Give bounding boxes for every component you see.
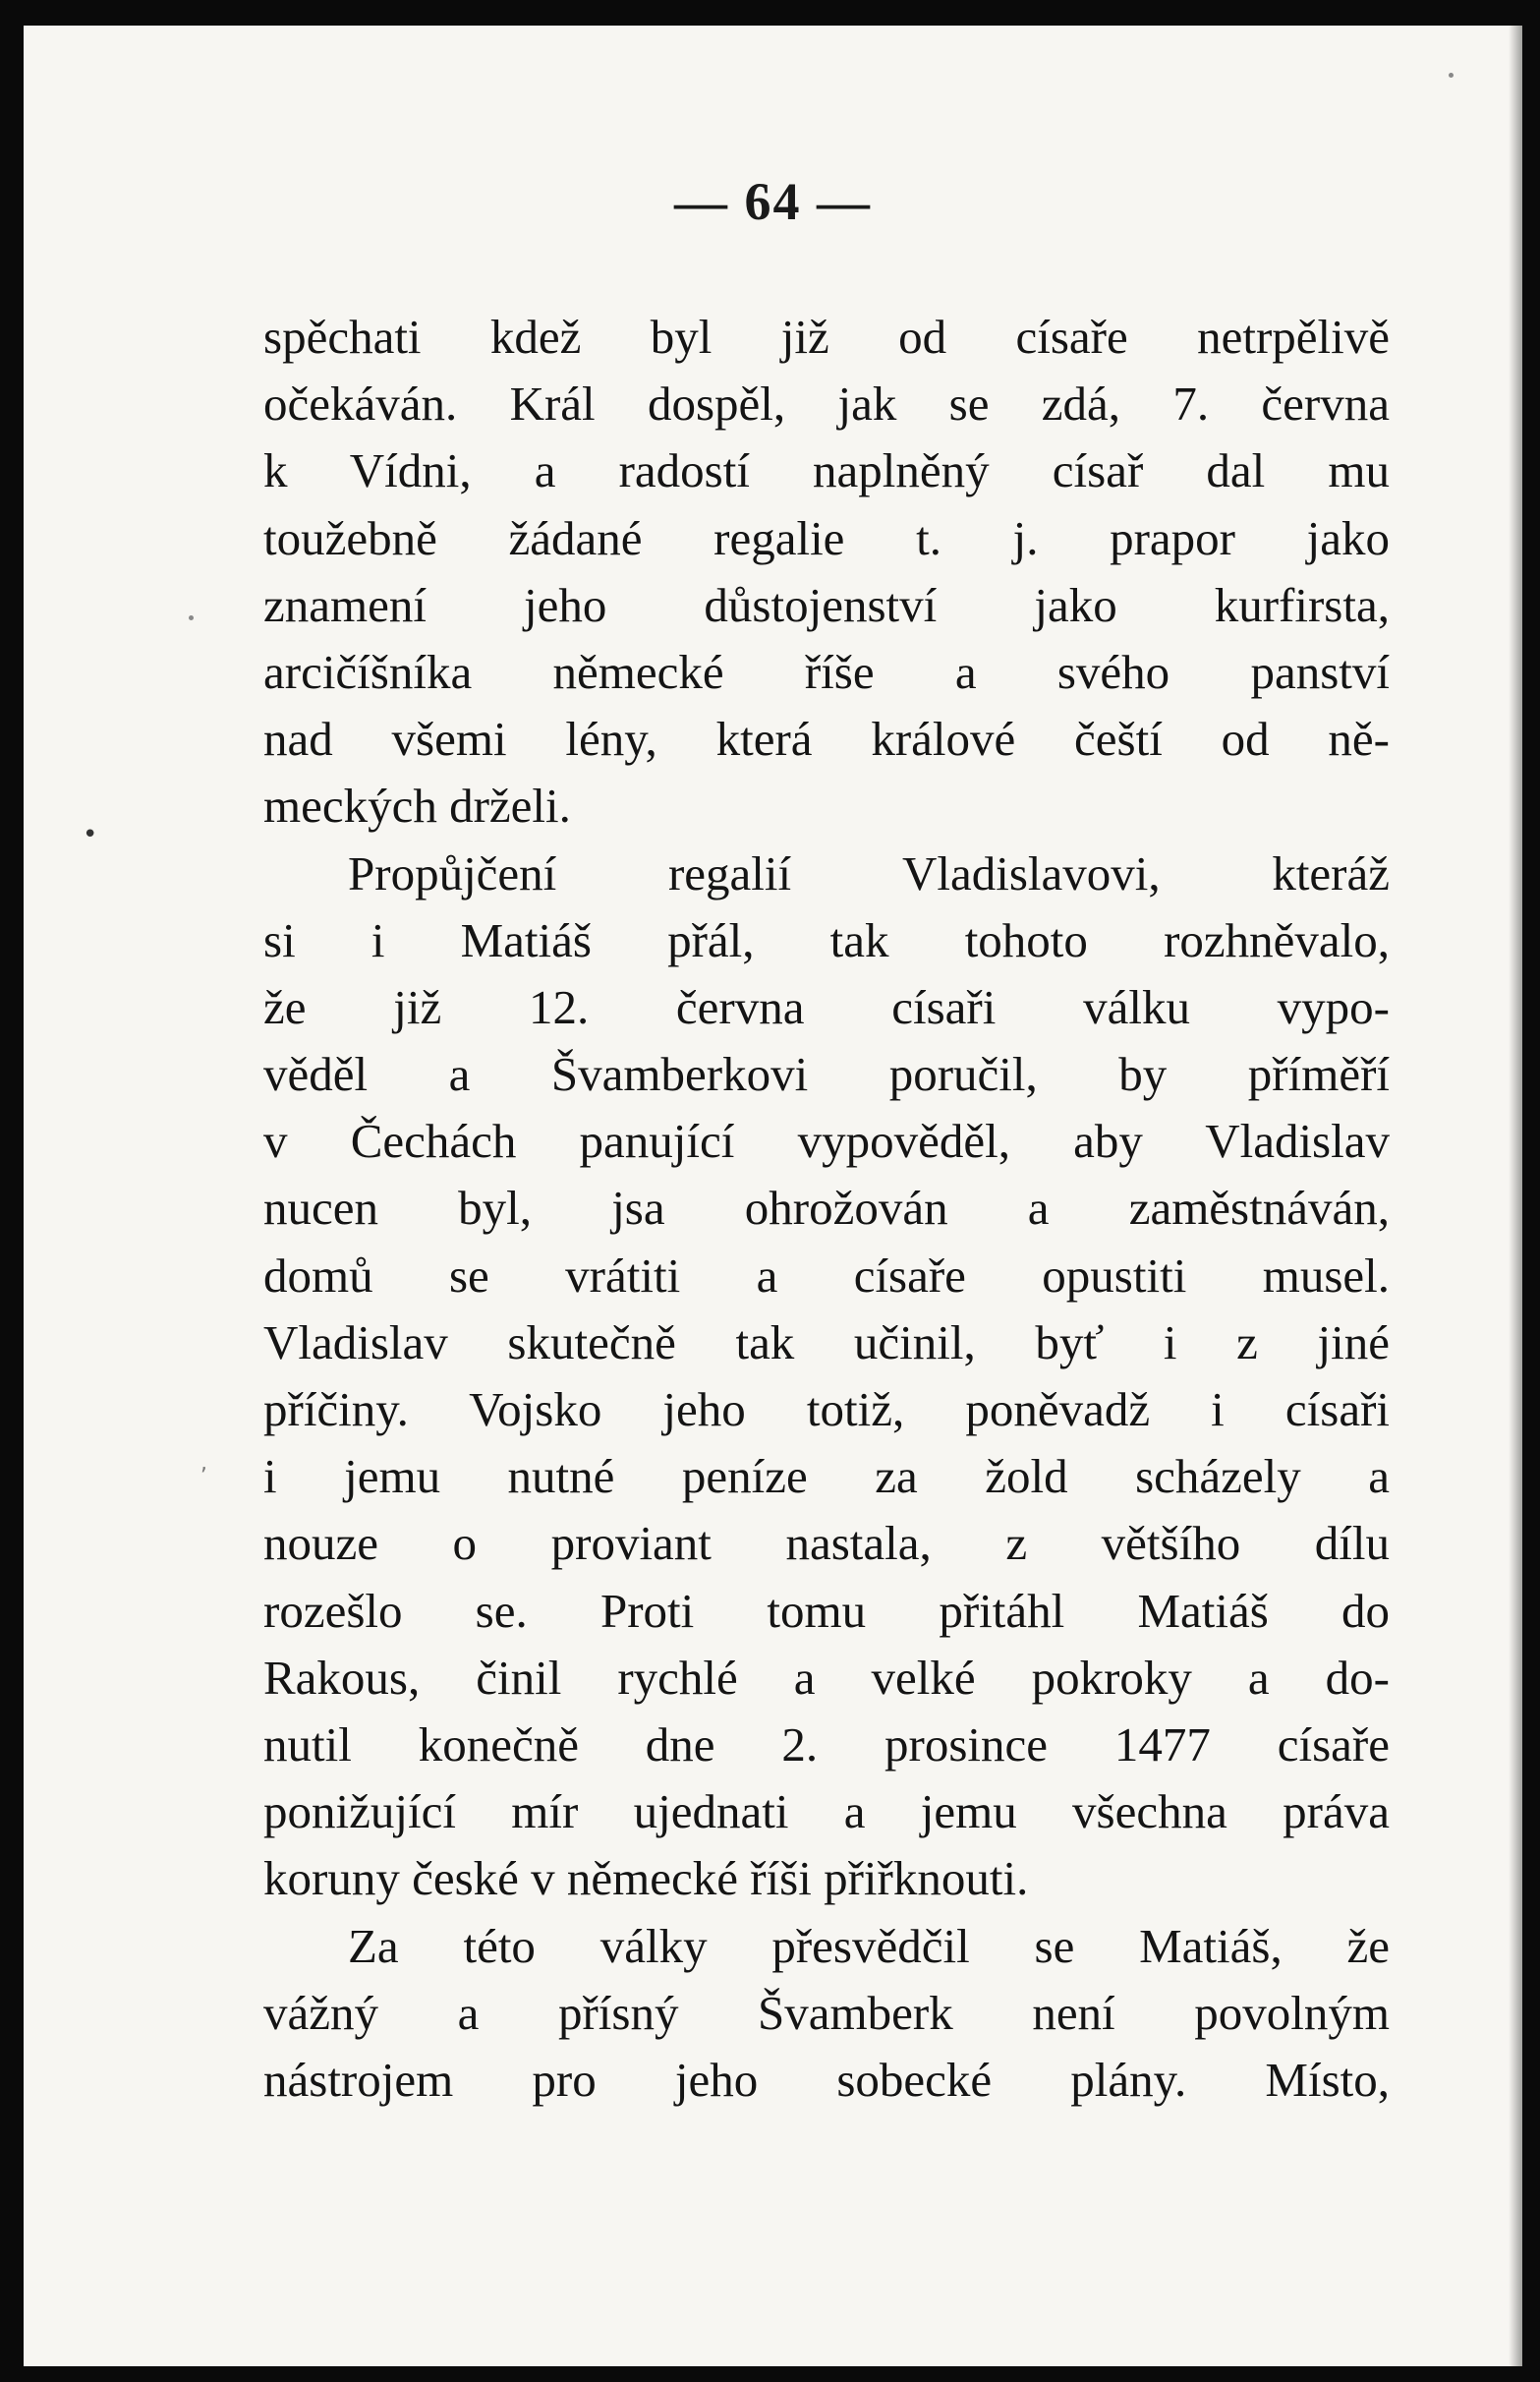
text-line: toužebně žádané regalie t. j. prapor jako <box>263 510 1390 565</box>
page-edge-shadow <box>1509 26 1522 2366</box>
text-line: Za této války přesvědčil se Matiáš, že <box>348 1918 1390 1973</box>
body-text <box>263 304 1390 2114</box>
text-line: rozešlo se. Proti tomu přitáhl Matiáš do <box>263 1583 1390 1638</box>
text-line: nutil konečně dne 2. prosince 1477 císaře <box>263 1716 1390 1772</box>
text-line: Rakous, činil rychlé a velké pokroky a do- <box>263 1650 1390 1705</box>
text-line: nucen byl, jsa ohrožován a zaměstnáván, <box>263 1181 1390 1236</box>
text-line: spěchati kdež byl již od císaře netrpělivě <box>263 310 1390 364</box>
dust-speck <box>189 615 194 620</box>
text-line: znamení jeho důstojenství jako kurfirsta, <box>263 577 1390 632</box>
page-number: — 64 — <box>674 172 872 231</box>
text-line: že již 12. června císaři válku vypo- <box>263 979 1390 1034</box>
text-line: k Vídni, a radostí naplněný císař dal mu <box>263 443 1390 498</box>
margin-speck: • <box>83 820 98 849</box>
text-line: věděl a Švamberkovi poručil, by příměří <box>263 1047 1390 1102</box>
text-line: domů se vrátiti a císaře opustiti musel. <box>263 1248 1390 1303</box>
text-line: vážný a přísný Švamberk není povolným <box>263 1985 1390 2040</box>
text-line: koruny české v německé říši přiřknouti. <box>263 1851 1029 1906</box>
text-line: arcičíšníka německé říše a svého panství <box>263 644 1390 699</box>
text-line: očekáván. Král dospěl, jak se zdá, 7. června <box>263 377 1390 432</box>
text-line: Propůjčení regalií Vladislavovi, kteráž <box>348 845 1390 901</box>
text-line: nouze o proviant nastala, z většího dílu <box>263 1516 1390 1571</box>
text-line: ponižující mír ujednati a jemu všechna práva <box>263 1784 1390 1839</box>
dust-speck <box>1449 73 1454 78</box>
text-line: v Čechách panující vypověděl, aby Vladislav <box>263 1114 1390 1169</box>
text-line: meckých drželi. <box>263 779 571 834</box>
paper-sheet <box>24 26 1522 2366</box>
margin-speck: , <box>200 1451 207 1476</box>
text-line: nad všemi lény, která králové čeští od ně- <box>263 712 1390 767</box>
text-line: příčiny. Vojsko jeho totiž, poněvadž i císaři <box>263 1382 1390 1436</box>
text-line: Vladislav skutečně tak učinil, byť i z jiné <box>263 1314 1390 1369</box>
text-line: i jemu nutné peníze za žold scházely a <box>263 1449 1390 1504</box>
text-line: si i Matiáš přál, tak tohoto rozhněvalo, <box>263 912 1390 967</box>
text-line: nástrojem pro jeho sobecké plány. Místo, <box>263 2052 1390 2107</box>
